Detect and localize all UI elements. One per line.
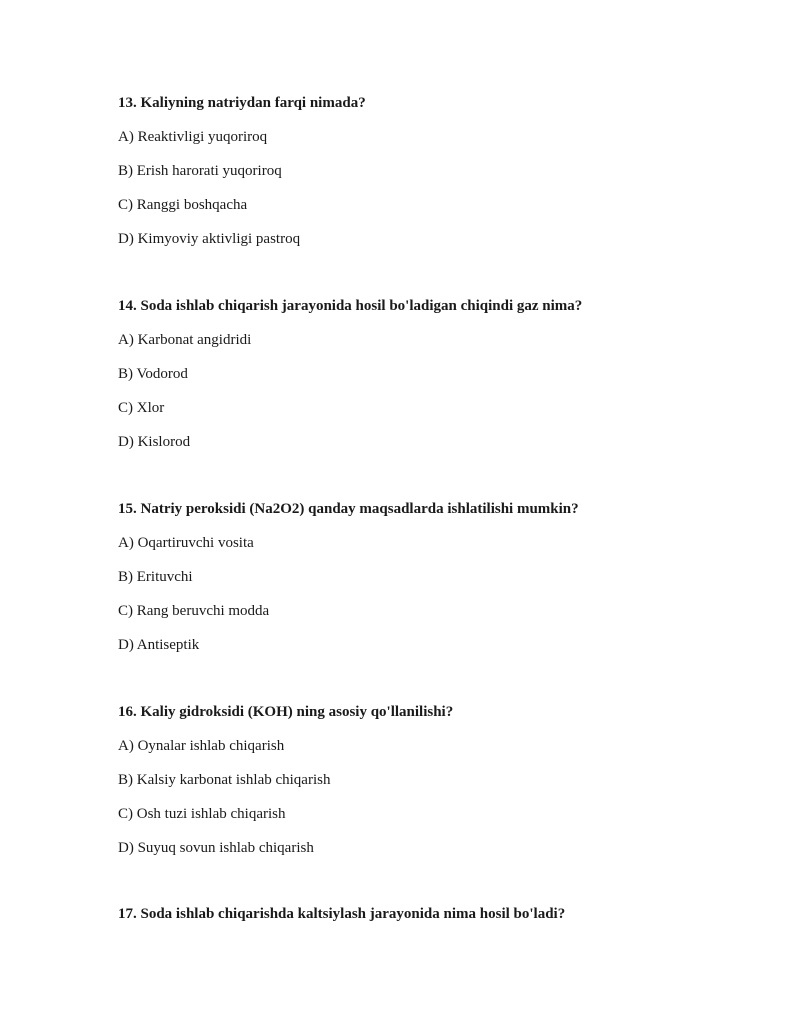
options-list [118,128,718,248]
question-title: 13. Kaliyning natriydan farqi nimada? [118,95,366,111]
question-title: 16. Kaliy gidroksidi (KOH) ning asosiy qo'llanilishi? [118,704,454,720]
question-17 [118,905,718,923]
question-title: 15. Natriy peroksidi (Na2O2) qanday maqsadlarda ishlatilishi mumkin? [118,501,579,517]
question-title: 14. Soda ishlab chiqarish jarayonida hosil bo'ladigan chiqindi gaz nima? [118,298,583,314]
option-b: B) Vodorod [118,366,188,382]
question-13 [118,94,718,248]
option-d: D) Kislorod [118,434,191,450]
question-title: 17. Soda ishlab chiqarishda kaltsiylash jarayonida nima hosil bo'ladi? [118,906,566,922]
question-15 [118,500,718,654]
option-d: D) Suyuq sovun ishlab chiqarish [118,840,314,856]
options-list [118,331,718,451]
option-b: B) Kalsiy karbonat ishlab chiqarish [118,772,331,788]
options-list [118,737,718,857]
options-list [118,534,718,654]
option-a: A) Karbonat angidridi [118,332,252,348]
option-c: C) Rang beruvchi modda [118,603,270,619]
question-16 [118,703,718,857]
option-c: C) Osh tuzi ishlab chiqarish [118,806,286,822]
option-c: C) Xlor [118,400,165,416]
option-b: B) Erish harorati yuqoriroq [118,163,282,179]
option-c: C) Ranggi boshqacha [118,197,248,213]
option-a: A) Oqartiruvchi vosita [118,535,254,551]
option-d: D) Antiseptik [118,637,200,653]
option-a: A) Reaktivligi yuqoriroq [118,129,268,145]
option-a: A) Oynalar ishlab chiqarish [118,738,285,754]
option-d: D) Kimyoviy aktivligi pastroq [118,231,301,247]
option-b: B) Erituvchi [118,569,193,585]
question-14 [118,297,718,451]
